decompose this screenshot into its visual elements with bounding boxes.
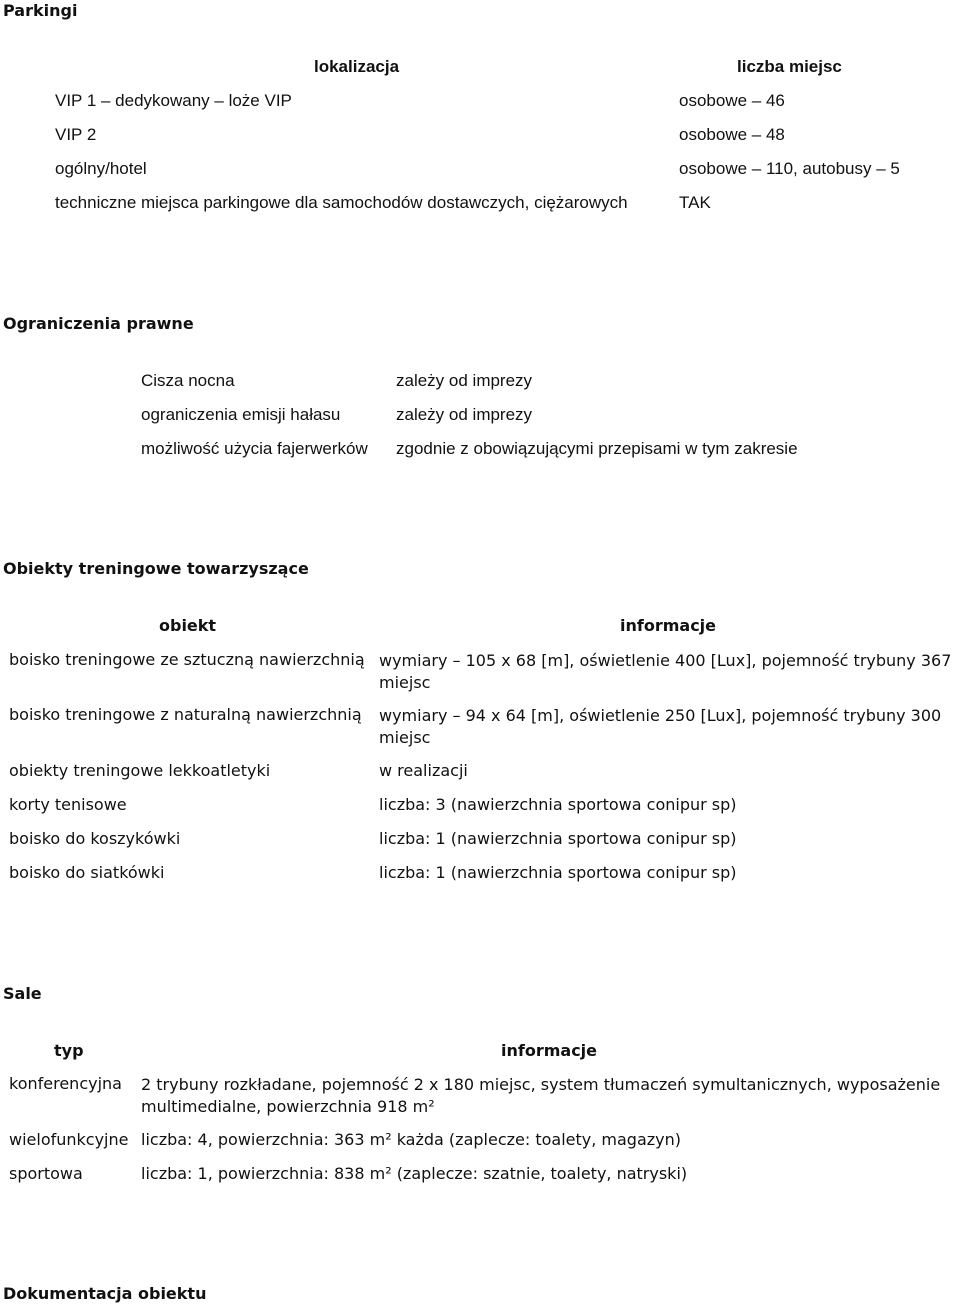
section-title-parking: Parkingi <box>3 1 78 20</box>
halls-row-info: liczba: 1, powierzchnia: 838 m² (zaplecze: szatnie, toalety, natryski) <box>141 1164 688 1183</box>
parking-row-spaces: TAK <box>679 193 711 212</box>
training-row-info: wymiary – 94 x 64 [m], oświetlenie 250 [Lux], pojemność trybuny 300 miejsc <box>379 706 942 747</box>
section-title-documentation: Dokumentacja obiektu <box>3 1284 207 1303</box>
halls-header-type: typ <box>54 1041 84 1060</box>
halls-header-info: informacje <box>501 1041 598 1060</box>
halls-row-type: sportowa <box>9 1164 83 1183</box>
legal-row-value: zależy od imprezy <box>396 371 533 390</box>
training-header-info: informacje <box>620 616 717 635</box>
halls-row-info: 2 trybuny rozkładane, pojemność 2 x 180 miejsc, system tłumaczeń symultanicznych, wyposażenie multimedialne, powierzchnia 918 m² <box>141 1075 941 1116</box>
training-row-object: obiekty treningowe lekkoatletyki <box>9 761 271 780</box>
legal-row-name: możliwość użycia fajerwerków <box>141 439 368 458</box>
parking-row-spaces: osobowe – 46 <box>679 91 785 110</box>
parking-row-spaces: osobowe – 48 <box>679 125 785 144</box>
legal-row-value: zależy od imprezy <box>396 405 533 424</box>
parking-row-location: ogólny/hotel <box>55 159 147 178</box>
parking-row-location: techniczne miejsca parkingowe dla samochodów dostawczych, ciężarowych <box>55 193 628 212</box>
training-row-info: w realizacji <box>379 761 468 780</box>
training-row-object: boisko do siatkówki <box>9 863 165 882</box>
halls-row-type: konferencyjna <box>9 1074 122 1093</box>
legal-row-value: zgodnie z obowiązującymi przepisami w tym zakresie <box>396 439 798 458</box>
training-row-info: wymiary – 105 x 68 [m], oświetlenie 400 [Lux], pojemność trybuny 367 miejsc <box>379 651 952 692</box>
legal-row-name: ograniczenia emisji hałasu <box>141 405 341 424</box>
section-title-halls: Sale <box>3 984 42 1003</box>
halls-row-type: wielofunkcyjne <box>9 1130 129 1149</box>
parking-row-location: VIP 1 – dedykowany – loże VIP <box>55 91 292 110</box>
training-header-object: obiekt <box>159 616 217 635</box>
training-row-info: liczba: 1 (nawierzchnia sportowa conipur sp) <box>379 829 737 848</box>
parking-header-spaces: liczba miejsc <box>737 57 842 76</box>
section-title-legal: Ograniczenia prawne <box>3 314 194 333</box>
parking-header-location: lokalizacja <box>314 57 400 76</box>
training-row-object: boisko treningowe ze sztuczną nawierzchnią <box>9 650 365 669</box>
training-row-info: liczba: 3 (nawierzchnia sportowa conipur sp) <box>379 795 737 814</box>
parking-row-location: VIP 2 <box>55 125 97 144</box>
training-row-object: boisko do koszykówki <box>9 829 181 848</box>
training-row-object: boisko treningowe z naturalną nawierzchnią <box>9 705 362 724</box>
parking-row-spaces: osobowe – 110, autobusy – 5 <box>679 159 900 178</box>
legal-row-name: Cisza nocna <box>141 371 235 390</box>
training-row-object: korty tenisowe <box>9 795 127 814</box>
training-row-info: liczba: 1 (nawierzchnia sportowa conipur sp) <box>379 863 737 882</box>
section-title-training: Obiekty treningowe towarzyszące <box>3 559 309 578</box>
halls-row-info: liczba: 4, powierzchnia: 363 m² każda (zaplecze: toalety, magazyn) <box>141 1130 681 1149</box>
